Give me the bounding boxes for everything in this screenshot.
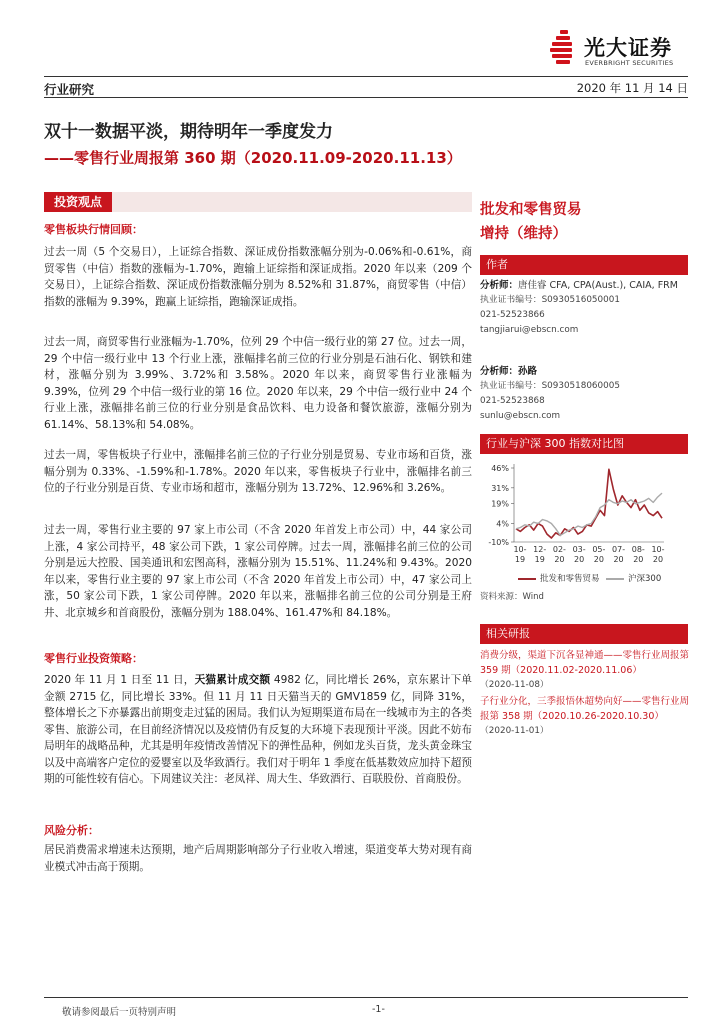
- related-report-2-title[interactable]: 子行业分化，三季报悟休超势向好——零售行业周报第 358 期（2020.10.26-2020.10.30）: [480, 696, 690, 722]
- analyst-1-email[interactable]: tangjiarui@ebscn.com: [480, 325, 579, 335]
- header-rule-bottom: [44, 97, 688, 98]
- analyst-2-name: 孙路: [518, 366, 538, 377]
- x-tick-label-bottom: 20: [593, 555, 604, 564]
- x-tick-label-bottom: 20: [652, 555, 664, 564]
- strategy-text-c: 4982 亿，同比增长 26%，京东累计下单金额 2715 亿，同比增长 33%。但 11 月 11 日天猫当天的 GMV1859 亿，同降 31%，整体增长之下亦暴露出前期变走过猛的困局。我们认为短期渠道布局在一线城市为主的各类零售、旅游公司，在目前经济情况以及疫情仍有反复的大环境下表现预计平淡。因此不妨布局明年的战略品种，尤其是明年疫情改善情况下的弹性品种，例如龙头百货，龙头黄金珠宝以及中高端客户定位的爱婴室以及华致酒行。我们对于明年 1 季度在低基数效应加持下超预期的可能性较有信心。下周建议关注：老凤祥、周大生、华致酒行、百联股份、首商股份。: [44, 674, 473, 785]
- analyst-2-tel: 021-52523868: [480, 396, 545, 406]
- related-research-bar: 相关研报: [480, 624, 688, 644]
- chart-legend: [480, 572, 692, 586]
- footer-disclaimer[interactable]: 敬请参阅最后一页特别声明: [62, 1007, 177, 1018]
- heading-market-review: 零售板块行情回顾：: [44, 223, 143, 236]
- company-logo: [548, 30, 698, 70]
- related-report-1[interactable]: [480, 648, 690, 693]
- legend-swatch-retail: [518, 578, 536, 580]
- industry-rating: 增持（维持）: [480, 226, 567, 242]
- x-tick-label-top: 10-: [513, 545, 527, 554]
- x-tick-label-bottom: 19: [534, 555, 545, 564]
- related-report-2-date: （2020-11-01）: [480, 726, 549, 736]
- logo-text-cn: 光大证券: [584, 36, 672, 60]
- y-tick-label: -10%: [488, 538, 509, 547]
- report-subtitle: ——零售行业周报第 360 期（2020.11.09-2020.11.13）: [44, 149, 462, 167]
- paragraph-strategy: [44, 672, 472, 788]
- footer-rule: [44, 997, 688, 998]
- series-line-retail: [516, 469, 662, 538]
- section-label: 投资观点: [44, 192, 112, 212]
- analyst-1-tel: 021-52523866: [480, 310, 545, 320]
- legend-swatch-hs300: [606, 578, 624, 580]
- author-bar: 作者: [480, 255, 688, 275]
- y-tick-label: 4%: [496, 519, 509, 529]
- x-tick-label-bottom: 20: [574, 555, 585, 564]
- legend-label-hs300: 沪深300: [628, 574, 662, 584]
- paragraph-index-performance: 过去一周（5 个交易日），上证综合指数、深证成份指数涨幅分别为-0.06%和-0.61%，商贸零售（中信）指数的涨幅为-1.70%，跑输上证综指和深证成指。2020 年以来（209 个交易日），上证综合指数、深证成份指数涨幅分别为 8.52%和 31.87%，商贸零售（中信）指数的涨幅为 9.39%，跑赢上证综指，跑输深证成指。: [44, 246, 472, 308]
- x-tick-label-top: 12-: [533, 545, 547, 554]
- heading-risk: 风险分析：: [44, 824, 99, 837]
- analyst-1-name: 唐佳睿 CFA, CPA(Aust.), CAIA, FRM: [518, 280, 678, 291]
- analyst-2-cert: 执业证书编号：S0930518060005: [480, 381, 620, 391]
- report-title: 双十一数据平淡，期待明年一季度发力: [44, 122, 333, 142]
- report-date: 2020 年 11 月 14 日: [576, 81, 688, 95]
- x-tick-label-bottom: 20: [554, 555, 565, 564]
- x-tick-label-bottom: 19: [514, 555, 526, 564]
- x-tick-label-top: 02-: [552, 545, 566, 554]
- heading-strategy: 零售行业投资策略：: [44, 652, 143, 665]
- analyst-1-cert: 执业证书编号：S0930516050001: [480, 295, 620, 305]
- paragraph-subsector: 过去一周，零售板块子行业中，涨幅排名前三位的子行业分别是贸易、专业市场和百货，涨幅分别为 0.33%、-1.59%和-1.78%。2020 年以来，零售板块子行业中，涨幅排名前三位的子行业分别是百货、专业市场和超市，涨幅分别为 13.72%、12.96%和 3.26%。: [44, 449, 472, 494]
- x-tick-label-bottom: 20: [613, 555, 624, 564]
- analyst-2-label: 分析师：: [480, 366, 519, 377]
- analyst-2-email[interactable]: sunlu@ebscn.com: [480, 411, 561, 421]
- logo-mark-icon: [548, 30, 574, 64]
- series-line-hs300: [516, 493, 662, 535]
- related-report-2[interactable]: [480, 694, 690, 739]
- y-tick-label: 31%: [491, 483, 509, 493]
- index-comparison-chart: [480, 458, 692, 578]
- related-report-1-title[interactable]: 消费分级，渠道下沉各显神通——零售行业周报第 359 期（2020.11.02-2020.11.06）: [480, 650, 690, 676]
- x-tick-label-top: 07-: [612, 545, 626, 554]
- x-tick-label-top: 10-: [651, 545, 665, 554]
- analyst-2-name-line: [480, 364, 690, 379]
- logo-text-en: EVERBRIGHT SECURITIES: [585, 59, 674, 67]
- page-number: -1-: [372, 1004, 385, 1015]
- x-tick-label-bottom: 20: [633, 555, 644, 564]
- paragraph-risk: 居民消费需求增速未达预期，地产后周期影响部分子行业收入增速，渠道变革大势对现有商业模式冲击高于预期。: [44, 844, 472, 873]
- y-tick-label: 19%: [491, 499, 509, 509]
- section-header: [44, 192, 472, 212]
- paragraph-industry-ranking: 过去一周，商贸零售行业涨幅为-1.70%，位列 29 个中信一级行业的第 27 位。过去一周，29 个中信一级行业中 13 个行业上涨，涨幅排名前三位的行业分别是石油石化、钢铁和建材，涨幅分别为 3.99%、3.72%和 3.58%。2020 年以来，商贸零售行业涨幅为 9.39%，位列 29 个中信一级行业的第 16 位。2020 年以来，29 个中信一级行业中 24 个行业上涨，涨幅排名前三位的行业分别是食品饮料、电力设备和餐饮旅游，涨幅分别为 61.14%、58.13%和 54.08%。: [44, 336, 472, 431]
- x-tick-label-top: 05-: [592, 545, 606, 554]
- analyst-2: [480, 364, 690, 424]
- industry-name: 批发和零售贸易: [480, 202, 582, 218]
- chart-title-bar: 行业与沪深 300 指数对比图: [480, 434, 688, 454]
- y-tick-label: 46%: [491, 464, 509, 473]
- strategy-text-a: 2020 年 11 月 1 日至 11 日，: [44, 674, 195, 686]
- analyst-1-name-line: [480, 278, 690, 293]
- paragraph-companies: 过去一周，零售行业主要的 97 家上市公司（不含 2020 年首发上市公司）中，44 家公司上涨，4 家公司持平，48 家公司下跌，1 家公司停牌。过去一周，涨幅排名前三位的公司分别是远大控股、国美通讯和宏图高科，涨幅分别为 15.51%、11.24%和 9.43%。2020 年以来，零售行业主要的 97 家上市公司（不含 2020 年首发上市公司）中，47 家公司上涨，50 家公司下跌，1 家公司停牌。2020 年以来，涨幅排名前三位的公司分别是王府井、北京城乡和首商股份，涨幅分别为 188.04%、161.47%和 84.18%。: [44, 524, 472, 619]
- header-rule-top: [44, 76, 688, 77]
- x-tick-label-top: 08-: [631, 545, 645, 554]
- analyst-1: [480, 278, 690, 338]
- related-report-1-date: （2020-11-08）: [480, 680, 549, 690]
- legend-label-retail: 批发和零售贸易: [540, 574, 600, 584]
- doc-type: 行业研究: [44, 82, 95, 97]
- x-tick-label-top: 03-: [572, 545, 586, 554]
- chart-source: 资料来源：Wind: [480, 592, 544, 602]
- analyst-1-label: 分析师：: [480, 280, 519, 291]
- strategy-text-b: 天猫累计成交额: [194, 674, 271, 686]
